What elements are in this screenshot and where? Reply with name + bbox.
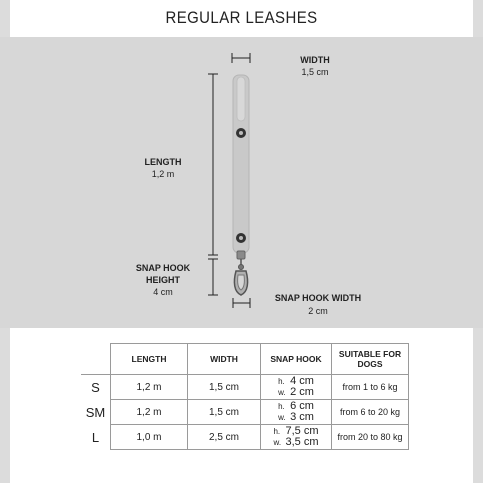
hook-width: 2 cm bbox=[290, 386, 314, 398]
size-cell: L bbox=[81, 425, 111, 450]
snap-height-dimension-marker bbox=[208, 259, 218, 295]
width-value: 1,5 cm bbox=[301, 67, 329, 77]
dogs-cell: from 1 to 6 kg bbox=[332, 375, 409, 400]
width-cell: 2,5 cm bbox=[188, 425, 261, 450]
snap-width-value: 2 cm bbox=[308, 306, 328, 316]
length-cell: 1,2 m bbox=[111, 375, 188, 400]
snap-hook-cell bbox=[261, 425, 332, 450]
header-snap-hook: SNAP HOOK bbox=[261, 344, 332, 375]
length-cell: 1,0 m bbox=[111, 425, 188, 450]
table-corner-cell bbox=[81, 344, 111, 375]
h-prefix: h. bbox=[278, 377, 285, 386]
header-suitable-for-dogs: SUITABLE FOR DOGS bbox=[332, 344, 409, 375]
snap-width-dimension-marker bbox=[233, 298, 250, 308]
length-dimension-marker bbox=[208, 74, 218, 255]
width-cell: 1,5 cm bbox=[188, 375, 261, 400]
hook-height: 7,5 cm bbox=[285, 425, 319, 437]
width-label: WIDTH bbox=[300, 55, 330, 65]
snap-height-label-line1: SNAP HOOK bbox=[135, 263, 191, 273]
w-prefix: w. bbox=[273, 438, 282, 447]
h-prefix: h. bbox=[278, 402, 285, 411]
length-label: LENGTH bbox=[144, 157, 182, 167]
header-width: WIDTH bbox=[188, 344, 261, 375]
width-cell: 1,5 cm bbox=[188, 400, 261, 425]
hook-height: 6 cm bbox=[290, 400, 314, 412]
length-cell: 1,2 m bbox=[111, 400, 188, 425]
table-row bbox=[81, 425, 409, 450]
snap-height-value: 4 cm bbox=[153, 287, 173, 297]
hook-height: 4 cm bbox=[290, 375, 314, 387]
h-prefix: h. bbox=[273, 427, 281, 436]
page-title: REGULAR LEASHES bbox=[165, 8, 318, 27]
width-dimension-marker bbox=[232, 53, 250, 63]
table-header-row bbox=[81, 344, 409, 375]
leash-illustration bbox=[0, 37, 483, 328]
snap-hook-cell bbox=[261, 400, 332, 425]
dogs-cell: from 6 to 20 kg bbox=[332, 400, 409, 425]
header-length: LENGTH bbox=[111, 344, 188, 375]
w-prefix: w. bbox=[278, 388, 286, 397]
snap-height-label-line2: HEIGHT bbox=[145, 275, 180, 285]
leash-diagram bbox=[0, 37, 483, 328]
length-value: 1,2 m bbox=[151, 169, 175, 179]
handle-loop bbox=[237, 77, 245, 121]
table-row bbox=[81, 375, 409, 400]
dogs-cell: from 20 to 80 kg bbox=[332, 425, 409, 450]
w-prefix: w. bbox=[278, 413, 286, 422]
snap-width-label: SNAP HOOK WIDTH bbox=[274, 293, 362, 303]
size-cell: S bbox=[81, 375, 111, 400]
size-cell: SM bbox=[81, 400, 111, 425]
hook-width: 3,5 cm bbox=[285, 436, 319, 448]
hook-width: 3 cm bbox=[290, 411, 314, 423]
snap-hook-cell bbox=[261, 375, 332, 400]
snap-hook bbox=[234, 251, 247, 295]
size-spec-table bbox=[81, 343, 409, 450]
table-row bbox=[81, 400, 409, 425]
